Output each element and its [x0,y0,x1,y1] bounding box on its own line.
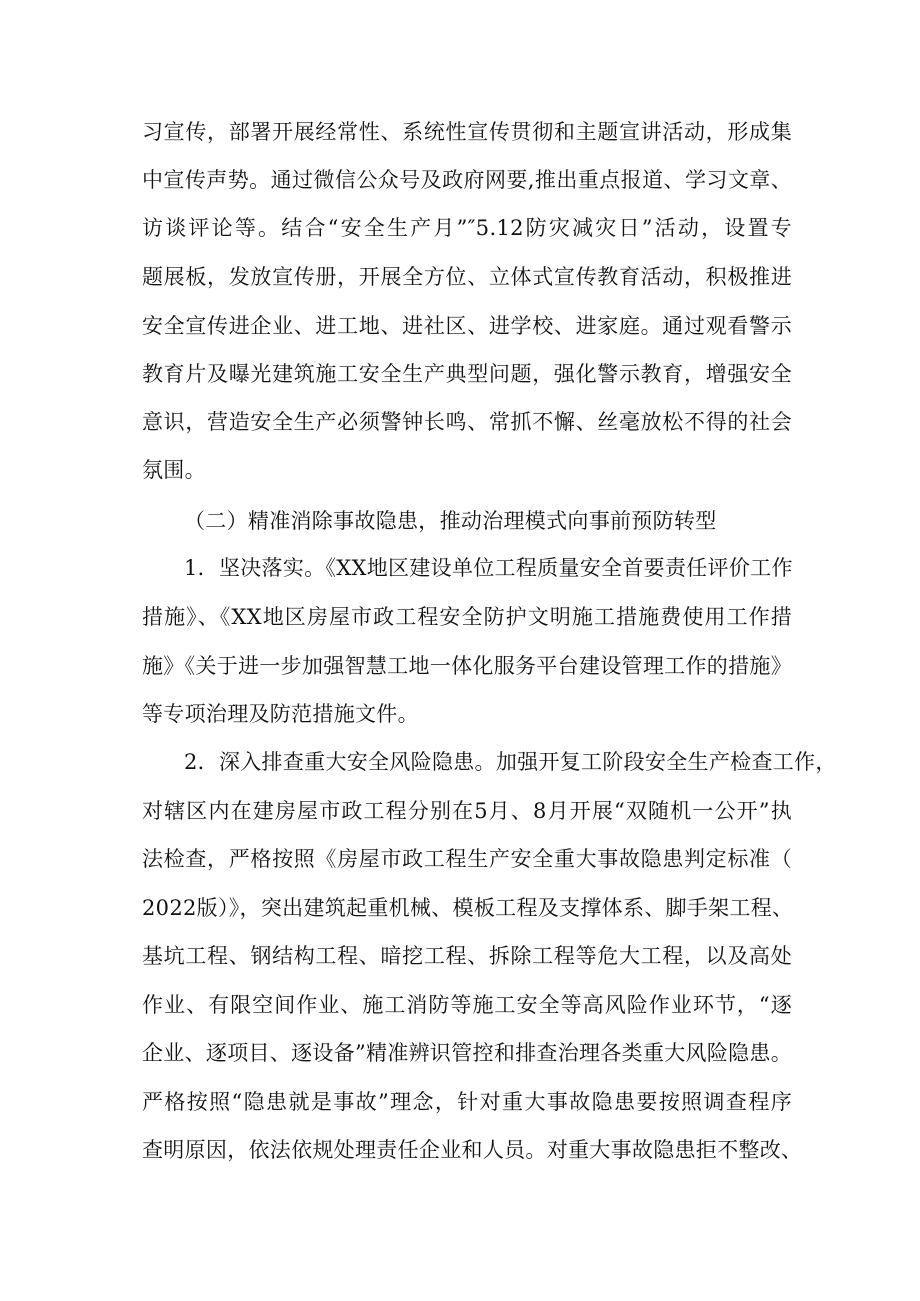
text-line: 措施》、《XX地区房屋市政工程安全防护文明施工措施费使用工作措 [142,605,792,629]
text-line: 习宣传，部署开展经常性、系统性宣传贯彻和主题宣讲活动，形成集 [142,120,792,144]
section-heading: （二）精准消除事故隐患，推动治理模式向事前预防转型 [184,509,717,533]
text-line: 2022版）》，突出建筑起重机械、模板工程及支撑体系、脚手架工程、 [142,896,794,920]
text-line: 施》《关于进一步加强智慧工地一体化服务平台建设管理工作的措施》 [142,654,792,678]
text-line: 氛围。 [142,458,206,482]
text-line: 教育片及曝光建筑施工安全生产典型问题，强化警示教育，增强安全 [142,362,792,386]
text-line: 对辖区内在建房屋市政工程分别在5月、8月开展“双随机一公开”执 [142,799,792,823]
text-line: 2．深入排查重大安全风险隐患。加强开复工阶段安全生产检查工作， [184,750,837,774]
text-line: 法检查，严格按照《房屋市政工程生产安全重大事故隐患判定标准（ [142,847,792,871]
text-line: 访谈评论等。结合“安全生产月”″5.12防灾减灾日”活动，设置专 [142,216,792,240]
text-line: 安全宣传进企业、进工地、进社区、进学校、进家庭。通过观看警示 [142,314,792,338]
text-line: 1．坚决落实。《XX地区建设单位工程质量安全首要责任评价工作 [184,556,793,580]
text-line: 等专项治理及防范措施文件。 [142,702,419,726]
text-line: 基坑工程、钢结构工程、暗挖工程、拆除工程等危大工程，以及高处 [142,944,792,968]
text-line: 查明原因，依法依规处理责任企业和人员。对重大事故隐患拒不整改、 [142,1138,803,1162]
text-line: 企业、逐项目、逐设备”精准辨识管控和排查治理各类重大风险隐患。 [142,1041,793,1065]
text-line: 严格按照“隐患就是事故”理念，针对重大事故隐患要按照调查程序 [142,1090,792,1114]
text-line: 作业、有限空间作业、施工消防等施工安全等高风险作业环节，“逐 [142,993,792,1017]
text-line: 中宣传声势。通过微信公众号及政府网要,推出重点报道、学习文章、 [142,168,792,192]
text-line: 意识，营造安全生产必须警钟长鸣、常抓不懈、丝毫放松不得的社会 [142,410,792,434]
text-line: 题展板，发放宣传册，开展全方位、立体式宣传教育活动，积极推进 [142,265,792,289]
